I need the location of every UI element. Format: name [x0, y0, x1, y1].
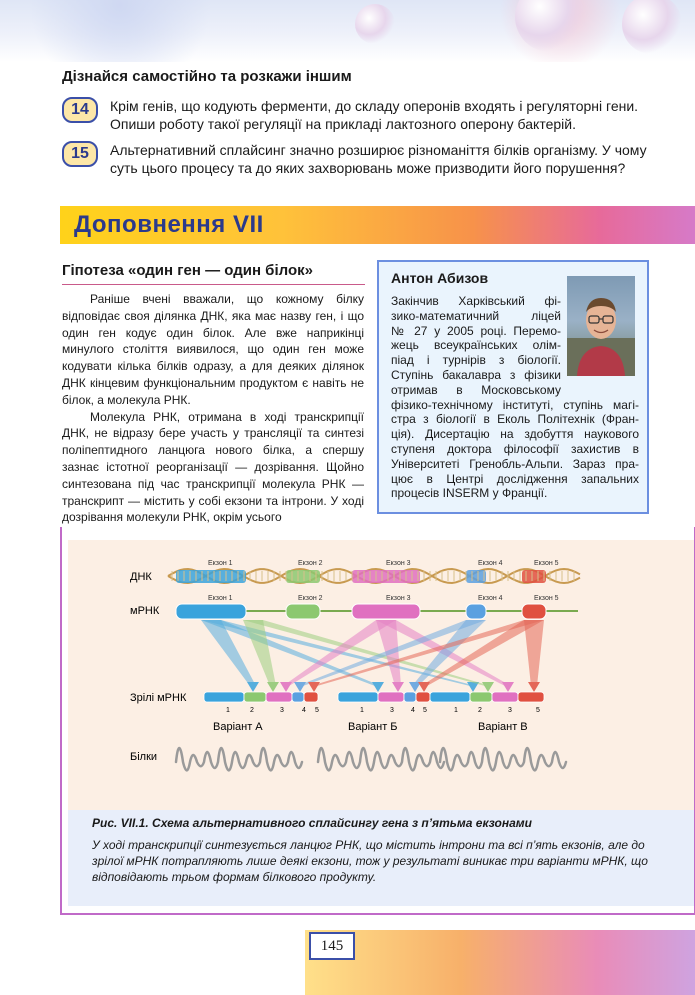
- row-label-mature: Зрілі мРНК: [130, 692, 187, 704]
- arrow-head: [418, 682, 430, 692]
- row-label-proteins: Білки: [130, 751, 158, 763]
- variant-number: 2: [478, 707, 482, 714]
- task-number: 14: [62, 97, 98, 123]
- protein-chains: [176, 748, 566, 770]
- row-label-mrna: мРНК: [130, 605, 160, 617]
- protein-chain: [176, 748, 302, 770]
- exon-label: Екзон 4: [478, 560, 503, 567]
- exon-label: Екзон 2: [298, 595, 323, 602]
- arrow-head: [247, 682, 259, 692]
- banner-title: Доповнення VII: [74, 211, 264, 238]
- variant-number: 2: [250, 707, 254, 714]
- protein-chain: [440, 748, 566, 770]
- variant-number: 1: [454, 707, 458, 714]
- variant-label: Варіант А: [213, 721, 263, 733]
- mature-mrna-segment: [404, 692, 416, 702]
- variant-number: 3: [280, 707, 284, 714]
- bio-name: Антон Абизов: [391, 270, 489, 286]
- arrow-head: [294, 682, 306, 692]
- task-text: Крім генів, що кодують ферменти, до складу оперонів входять і регуляторні гени. Опиши роботу такої регуляції на прикладі лактозного оперону бактерій.: [110, 98, 639, 132]
- row-label-dna: ДНК: [130, 571, 152, 583]
- exon-label: Екзон 4: [478, 595, 503, 602]
- bio-line: ція). Дисертацію на здобуття наукового: [391, 427, 639, 442]
- mature-mrna-segment: [492, 692, 518, 702]
- bio-line: зико-математичний ліцей: [391, 308, 561, 323]
- variant-number: 4: [411, 707, 415, 714]
- arrow-head: [528, 682, 540, 692]
- mrna-exon-cylinder: [286, 604, 320, 619]
- dna-exon-segment: [466, 570, 486, 583]
- variant-number: 4: [302, 707, 306, 714]
- dna-exon-segment: [352, 570, 420, 583]
- page-number: 145: [309, 932, 355, 960]
- arrow-head: [392, 682, 404, 692]
- splicing-arrows: [201, 620, 544, 692]
- exon-label: Екзон 3: [386, 560, 411, 567]
- mrna-exon-cylinder: [522, 604, 546, 619]
- bio-line: процесів INSERM у Франції.: [391, 486, 548, 501]
- task-number: 15: [62, 141, 98, 167]
- protein-chain: [318, 748, 444, 770]
- mature-mrna-segment: [470, 692, 492, 702]
- mature-mrna-segment: [518, 692, 544, 702]
- mature-mrna-segment: [430, 692, 470, 702]
- arrow-head: [267, 682, 279, 692]
- arrow-head: [372, 682, 384, 692]
- decorative-header-band: [0, 0, 695, 62]
- splicing-arrow: [524, 620, 544, 686]
- decorative-footer-band: [305, 930, 695, 995]
- article-body: [62, 291, 364, 526]
- variant-label: Варіант Б: [348, 721, 398, 733]
- article-title: Гіпотеза «один ген — один білок»: [62, 262, 313, 279]
- variant-number: 1: [360, 707, 364, 714]
- variant-number: 3: [390, 707, 394, 714]
- bio-text: [391, 294, 639, 501]
- variant-number: 5: [536, 707, 540, 714]
- mature-mrna-segment: [304, 692, 318, 702]
- dna-exon-segment: [176, 570, 246, 583]
- section-heading: Дізнайся самостійно та розкажи іншим: [62, 68, 352, 85]
- arrow-head: [308, 682, 320, 692]
- mature-mrna-segment: [266, 692, 292, 702]
- mrna-exon-cylinder: [352, 604, 420, 619]
- exon-label: Екзон 3: [386, 595, 411, 602]
- exon-label: Екзон 5: [534, 560, 559, 567]
- task-text: Альтернативний сплайсинг значно розширює різноманіття білків організму. У чому суть цього процесу та до яких захворювань може призводити його порушення?: [110, 142, 647, 176]
- arrow-head: [502, 682, 514, 692]
- figure-panel: [68, 540, 694, 810]
- bio-line: піад і турнірів з біології.: [391, 353, 561, 368]
- bio-line: жець всеукраїнських олім-: [391, 338, 561, 353]
- bio-line: фізико-технічному інституті, ступінь магі-: [391, 397, 639, 412]
- decorative-bubble: [355, 4, 395, 44]
- mature-mrna-segment: [244, 692, 266, 702]
- mature-mrna-segment: [378, 692, 404, 702]
- bio-line: Закінчив Харківський фі-: [391, 294, 561, 308]
- bio-line: стра з біології в Еколь Політехнік (Фран-: [391, 412, 639, 427]
- mrna-exon-cylinder: [466, 604, 486, 619]
- article-paragraph: Раніше вчені вважали, що кожному білку відповідає своя ділянка ДНК, яка має назву ген, і що один ген кодує один білок. Але вже наприкінці минулого століття виявилося, що один ген може кодувати кілька білків одразу, а для деяких ділянок ДНК кінцевим функціональним продуктом є навіть не білок, а молекула РНК.: [62, 292, 364, 407]
- bio-line: № 27 у 2005 році. Перемо-: [391, 323, 561, 338]
- bio-line: Ступінь бакалавра з фізики: [391, 367, 561, 382]
- arrow-head: [280, 682, 292, 692]
- bio-line: Університеті Гренобль-Альпи. Зараз пра-: [391, 456, 639, 471]
- variant-label: Варіант В: [478, 721, 528, 733]
- exon-label: Екзон 1: [208, 595, 233, 602]
- figure-title: Рис. VII.1. Схема альтернативного сплайсингу гена з п’ятьма екзонами: [92, 816, 532, 830]
- exon-label: Екзон 2: [298, 560, 323, 567]
- exon-label: Екзон 1: [208, 560, 233, 567]
- dna-exon-segment: [286, 570, 320, 583]
- bio-box: [377, 260, 649, 514]
- variant-number: 1: [226, 707, 230, 714]
- mature-mrna-segment: [292, 692, 304, 702]
- mrna-exon-cylinder: [176, 604, 246, 619]
- bio-line: ступеня доктора філософії захистив в: [391, 441, 639, 456]
- article-paragraph: Молекула РНК, отримана в ході транскрипції ДНК, не відразу бере участь у трансляції та синтезі поліпептидного ланцюга нового білка, а спершу зазнає істотної реорганізації — дозрівання. Щойно синтезована під час транскрипції молекула РНК — транскрипт — містить у собі екзони та інтрони. У ході дозрівання молекули РНК, окрім усього: [62, 409, 364, 525]
- variant-number: 5: [315, 707, 319, 714]
- title-divider: [62, 284, 365, 285]
- dna-helix: [168, 569, 580, 583]
- variant-number: 5: [423, 707, 427, 714]
- mature-mrna-segment: [338, 692, 378, 702]
- bio-line: отримав в Московському: [391, 382, 561, 397]
- mature-mrna-variants: [204, 692, 544, 702]
- mature-mrna-segment: [204, 692, 244, 702]
- figure-description: У ході транскрипції синтезується ланцюг РНК, що містить інтрони та всі п’ять екзонів, але до зрілої мРНК потрапляють лише деякі екзони, тож у результаті виникає три варіанти мРНК, що відповідають трьом формам білкового продукту.: [92, 838, 648, 884]
- splicing-diagram: [68, 540, 694, 810]
- mature-mrna-segment: [416, 692, 430, 702]
- bio-line: цює в Центрі дослідження запальних: [391, 471, 639, 486]
- variant-number: 3: [508, 707, 512, 714]
- exon-label: Екзон 5: [534, 595, 559, 602]
- arrow-head: [482, 682, 494, 692]
- supplement-banner: [60, 206, 695, 244]
